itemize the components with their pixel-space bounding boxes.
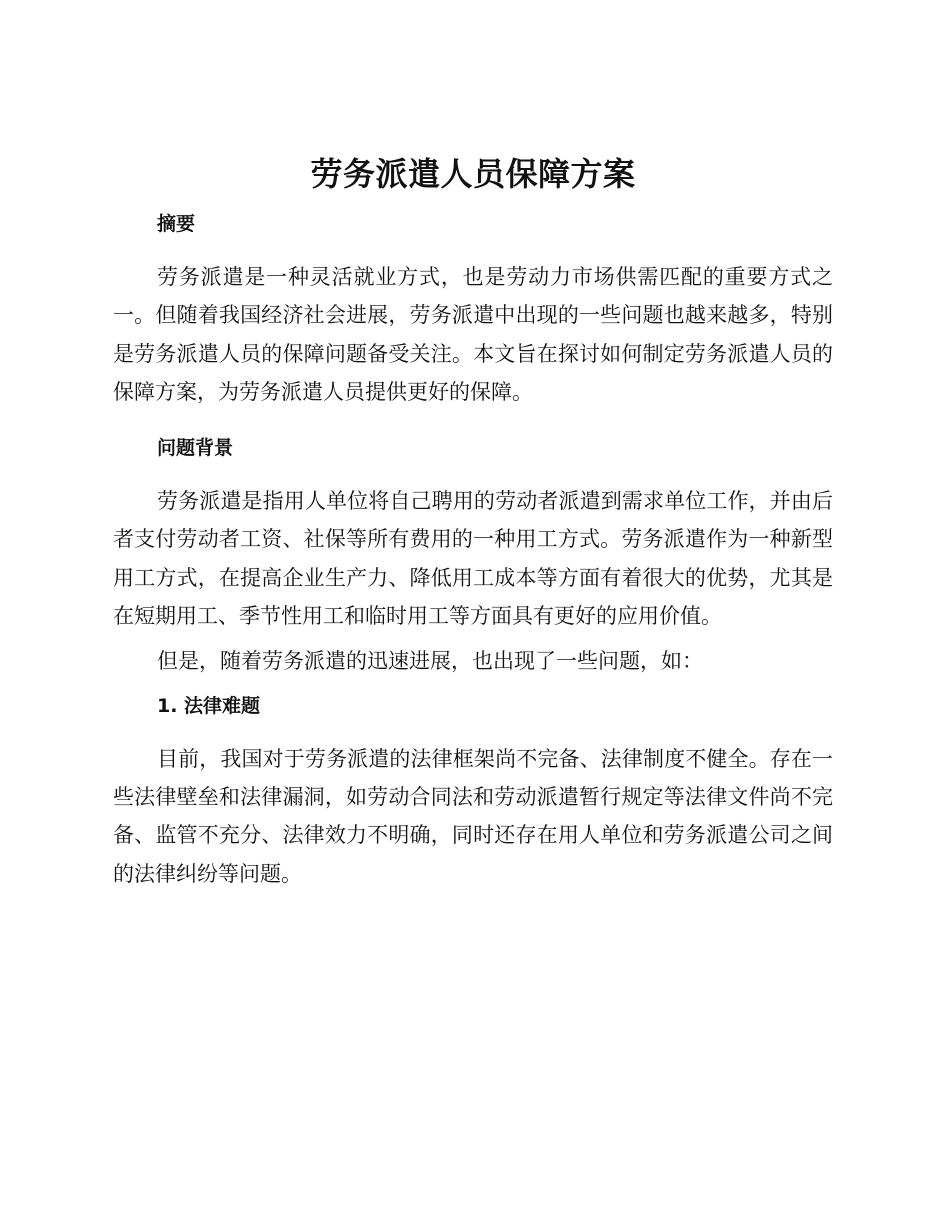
legal-issues-paragraph: 目前，我国对于劳务派遣的法律框架尚不完备、法律制度不健全。存在一些法律壁垒和法律漏洞，如劳动合同法和劳动派遣暂行规定等法律文件尚不完备、监管不充分、法律效力不明确，同时还存在用人单位和劳务派遣公司之间的法律纠纷等问题。 — [113, 746, 833, 886]
abstract-paragraph: 劳务派遣是一种灵活就业方式，也是劳动力市场供需匹配的重要方式之一。但随着我国经济社会进展，劳务派遣中出现的一些问题也越来越多，特别是劳务派遣人员的保障问题备受关注。本文旨在探讨如何制定劳务派遣人员的保障方案，为劳务派遣人员提供更好的保障。 — [113, 265, 833, 404]
document-page — [113, 146, 833, 893]
abstract-heading: 摘要 — [157, 213, 196, 235]
background-heading: 问题背景 — [157, 437, 234, 460]
legal-issues-heading: 1. 法律难题 — [157, 694, 261, 717]
background-paragraph-2: 但是，随着劳务派遣的迅速进展，也出现了一些问题，如： — [157, 649, 703, 674]
background-paragraph-1: 劳务派遣是指用人单位将自己聘用的劳动者派遣到需求单位工作，并由后者支付劳动者工资、社保等所有费用的一种用工方式。劳务派遣作为一种新型用工方式，在提高企业生产力、降低用工成本等方面有着很大的优势，尤其是在短期用工、季节性用工和临时用工等方面具有更好的应用价值。 — [113, 489, 833, 629]
document-title: 劳务派遣人员保障方案 — [310, 155, 636, 193]
